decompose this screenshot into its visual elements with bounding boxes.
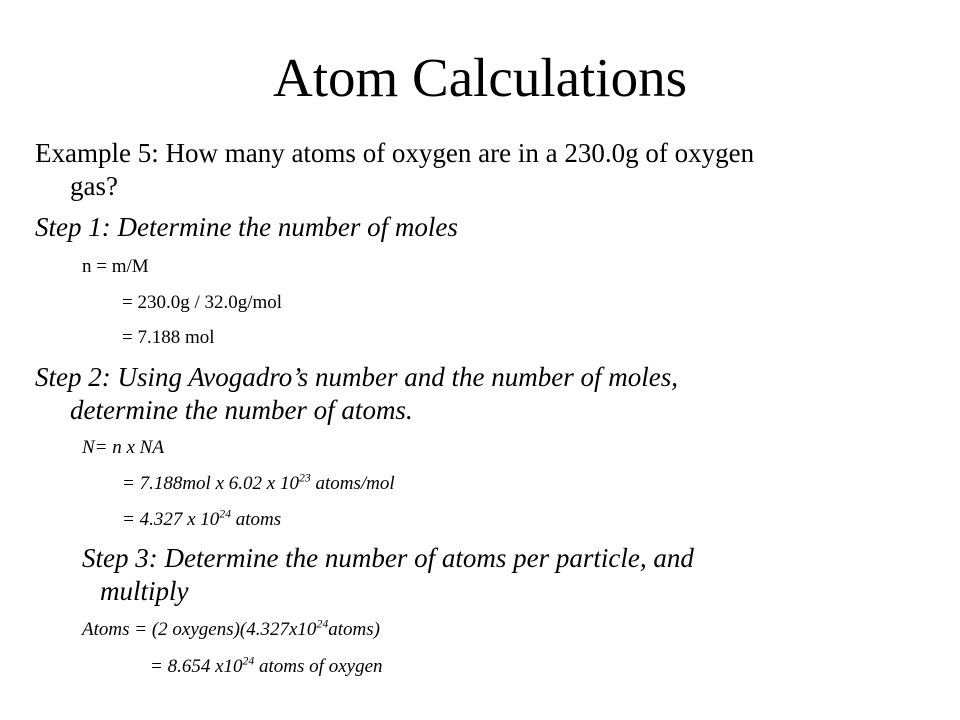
example-question-line2: gas? xyxy=(70,171,118,201)
step2-heading-line2: determine the number of atoms. xyxy=(70,395,413,425)
step2-heading-line1: Step 2: Using Avogadro’s number and the number of moles, xyxy=(35,362,678,392)
step3-heading-line1: Step 3: Determine the number of atoms per particle, and xyxy=(82,543,694,573)
exponent: 24 xyxy=(219,507,232,521)
step3-heading-line2: multiply xyxy=(100,576,189,606)
step1-equation-2: = 230.0g / 32.0g/mol xyxy=(122,292,283,313)
step2-equation-1: N= n x NA xyxy=(82,437,164,458)
example-question-line1: Example 5: How many atoms of oxygen are in a 230.0g of oxygen xyxy=(35,138,755,168)
step3-equation-2: = 8.654 $x10^{24}$ atoms of oxygen xyxy=(150,654,383,677)
step3-equation-1: Atoms = (2 $oxygens)(4.327x10^{24}atoms)$ xyxy=(82,617,380,640)
step1-equation-1: n = m/M xyxy=(82,256,149,277)
slide-title: Atom Calculations xyxy=(273,47,687,108)
step2-equation-2: = 7.188mol x 6.02 x $10^{23}$ atoms/mol xyxy=(122,471,395,494)
exponent: 24 xyxy=(242,654,255,668)
step1-heading: Step 1: Determine the number of moles xyxy=(35,212,458,242)
step2-equation-3: = 4.327 x $10^{24}$ atoms xyxy=(122,507,282,530)
exponent: 23 xyxy=(298,471,311,485)
exponent: 24 xyxy=(316,617,329,631)
step1-equation-3: = 7.188 mol xyxy=(122,327,215,348)
